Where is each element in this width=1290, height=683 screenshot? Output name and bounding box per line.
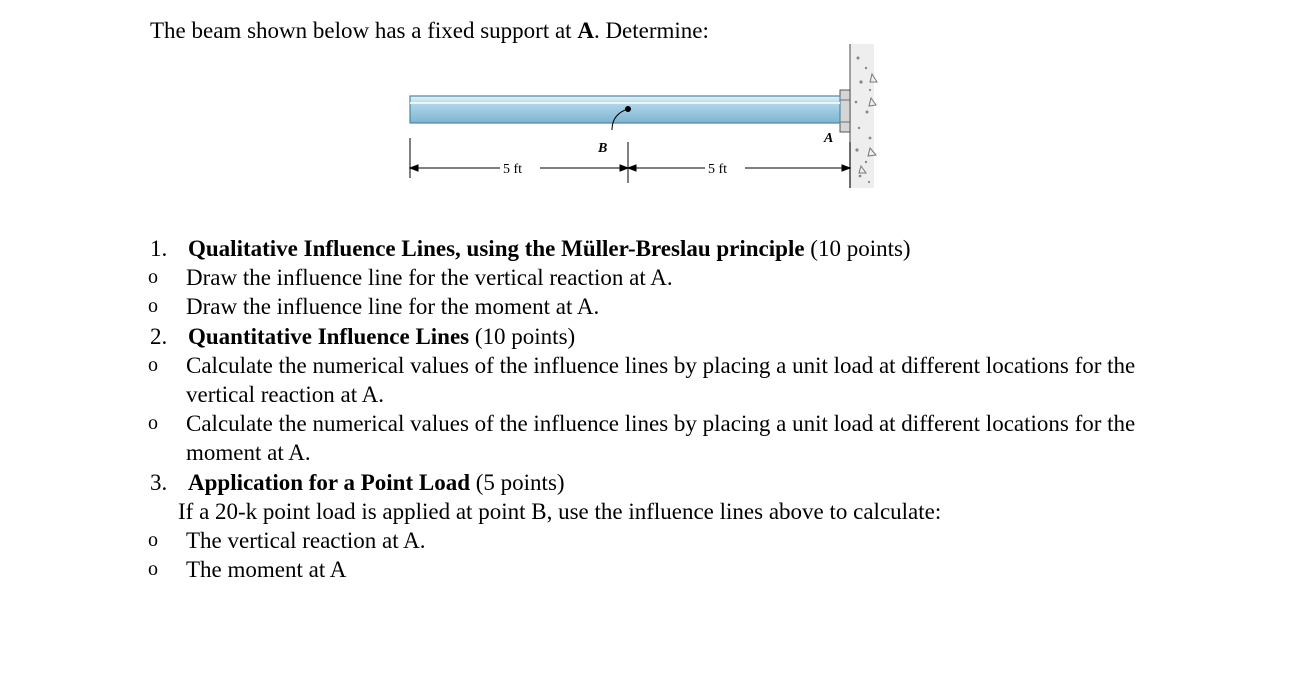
task-heading-3 <box>140 468 1150 497</box>
intro-text-before: The beam shown below has a fixed support at <box>150 18 578 43</box>
task-title: Quantitative Influence Lines <box>188 323 470 349</box>
dimension-right-label: 5 ft <box>708 162 728 177</box>
list-item-text: Calculate the numerical values of the influence lines by placing a unit load at different locations for the moment at A. <box>186 411 1136 466</box>
bullet-icon: o <box>148 558 158 581</box>
list-item-text: The vertical reaction at A. <box>186 528 426 554</box>
list-item <box>140 555 1150 584</box>
intro-point-label: A <box>577 18 594 43</box>
task-number: 2. <box>150 323 168 349</box>
bullet-icon: o <box>148 529 158 552</box>
task-description-text: If a 20-k point load is applied at point B, use the influence lines above to calculate: <box>178 498 942 524</box>
beam-figure <box>400 38 900 198</box>
intro-text-after: . Determine: <box>593 18 709 43</box>
label-b: B <box>598 141 608 156</box>
task-title: Qualitative Influence Lines, using the Müller-Breslau principle <box>188 236 805 261</box>
list-item <box>140 292 1150 321</box>
bullet-icon: o <box>148 295 158 318</box>
bullet-icon: o <box>148 353 158 376</box>
task-description <box>140 497 1150 526</box>
list-item <box>140 409 1150 467</box>
list-item-text: Calculate the numerical values of the influence lines by placing a unit load at different locations for the vertical reaction at A. <box>186 352 1136 408</box>
dimension-left-label: 5 ft <box>503 162 523 177</box>
list-item-text: Draw the influence line for the moment at A. <box>186 294 600 320</box>
list-item <box>140 526 1150 555</box>
cantilever-beam-diagram <box>400 38 900 198</box>
list-item-text: Draw the influence line for the vertical reaction at A. <box>186 265 673 291</box>
list-item-text: The moment at A <box>186 557 347 583</box>
task-heading-1 <box>140 234 1150 263</box>
bullet-icon: o <box>148 266 158 289</box>
list-item <box>140 351 1150 409</box>
task-points: (10 points) <box>804 236 911 261</box>
task-list <box>140 234 1150 584</box>
task-title: Application for a Point Load <box>188 469 470 495</box>
task-number: 1. <box>150 236 168 261</box>
list-item <box>140 263 1150 292</box>
task-number: 3. <box>150 469 168 495</box>
task-points: (10 points) <box>469 323 576 349</box>
bullet-icon: o <box>148 412 158 435</box>
task-points: (5 points) <box>470 469 565 495</box>
task-heading-2 <box>140 322 1150 351</box>
label-a: A <box>824 131 834 146</box>
dimension-lines <box>410 138 850 188</box>
beam <box>410 96 840 123</box>
